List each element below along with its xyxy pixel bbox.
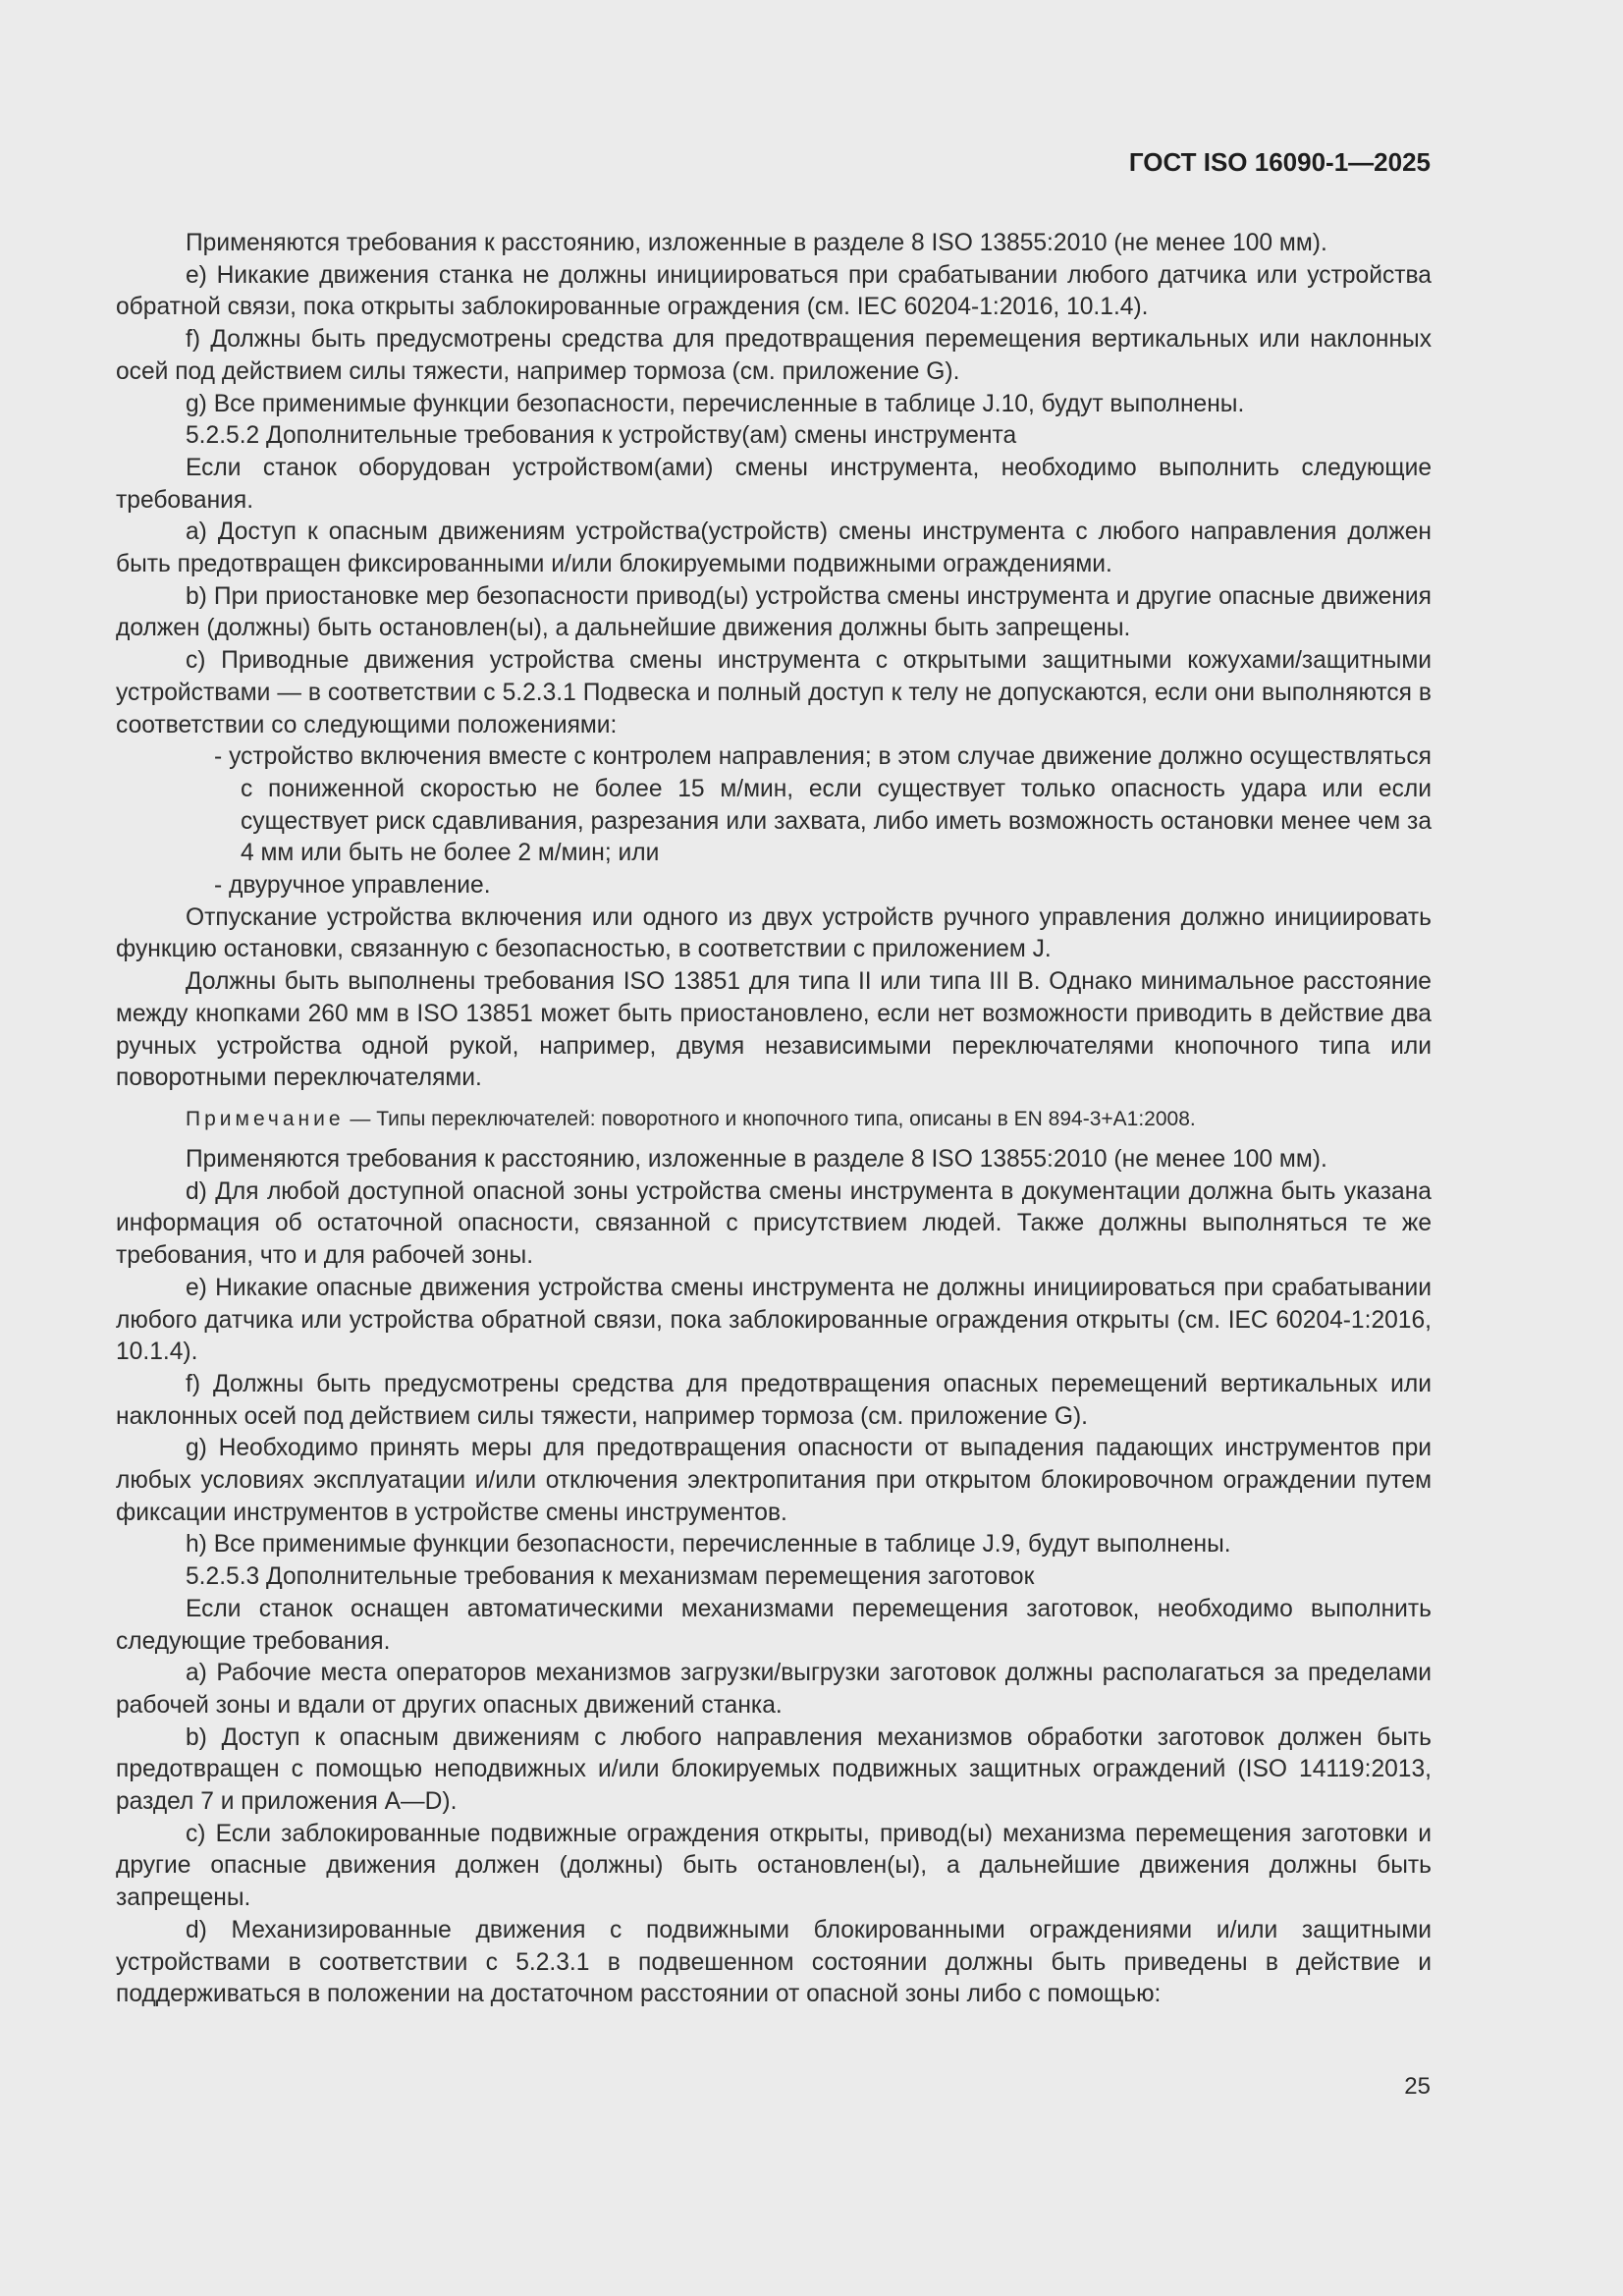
- list-item-e: e) Никакие движения станка не должны инициироваться при срабатывании любого датчика или устройства обратной связи, пока открыты заблокированные ограждения (см. IEC 60204-1:2016, 10.1.4).: [116, 261, 1432, 321]
- paragraph: Применяются требования к расстоянию, изложенные в разделе 8 ISO 13855:2010 (не менее 100 мм).: [186, 1145, 1327, 1173]
- page-number: 25: [1404, 2073, 1431, 2100]
- list-item-h: h) Все применимые функции безопасности, перечисленные в таблице J.9, будут выполнены.: [186, 1531, 1231, 1558]
- page-body: [116, 228, 1432, 2011]
- list-item-b: b) Доступ к опасным движениям с любого направления механизмов обработки заготовок должен быть предотвращен с помощью неподвижных и/или блокируемых подвижных защитных ограждений (ISO 14119:2013, раздел 7 и приложения A—D).: [116, 1723, 1432, 1816]
- list-item-b: b) При приостановке мер безопасности привод(ы) устройства смены инструмента и другие опасные движения должен (должны) быть остановлен(ы), а дальнейшие движения должны быть запрещены.: [116, 582, 1432, 642]
- note-label: Примечание: [186, 1107, 345, 1130]
- note: [116, 1105, 1432, 1134]
- list-item-f: f) Должны быть предусмотрены средства для предотвращения перемещения вертикальных или наклонных осей под действием силы тяжести, например тормоза (см. приложение G).: [116, 326, 1432, 385]
- dash-item: - двуручное управление.: [214, 872, 491, 900]
- dash-item: - устройство включения вместе с контролем направления; в этом случае движение должно осуществляться с пониженной скоростью не более 15 м/мин, если существует только опасность удара или если существует риск сдавливания, разрезания или захвата, либо иметь возможность остановки менее чем за 4 мм или быть не более 2 м/мин; или: [214, 743, 1432, 867]
- list-item-a: a) Доступ к опасным движениям устройства(устройств) смены инструмента с любого направления должен быть предотвращен фиксированными и/или блокируемыми подвижными ограждениями.: [116, 519, 1432, 578]
- paragraph: Если станок оборудован устройством(ами) смены инструмента, необходимо выполнить следующие требования.: [116, 454, 1432, 514]
- document-code: ГОСТ ISO 16090-1—2025: [1128, 147, 1431, 177]
- list-item-e: e) Никакие опасные движения устройства смены инструмента не должны инициироваться при срабатывании любого датчика или устройства обратной связи, пока заблокированные ограждения открыты (см. IEC 60204-1:2016, 10.1.4).: [116, 1274, 1432, 1366]
- section-heading: 5.2.5.3 Дополнительные требования к механизмам перемещения заготовок: [186, 1563, 1035, 1591]
- list-item-g: g) Необходимо принять меры для предотвращения опасности от выпадения падающих инструментов при любых условиях эксплуатации и/или отключения электропитания при открытом блокировочном ограждении путем фиксации инструментов в устройстве смены инструментов.: [116, 1435, 1432, 1526]
- list-item-c: c) Приводные движения устройства смены инструмента с открытыми защитными кожухами/защитными устройствами — в соответствии с 5.2.3.1 Подвеска и полный доступ к телу не допускаются, если они выполняются в соответствии со следующими положениями:: [116, 647, 1432, 738]
- paragraph: Отпускание устройства включения или одного из двух устройств ручного управления должно инициировать функцию остановки, связанную с безопасностью, в соответствии с приложением J.: [116, 903, 1432, 963]
- list-item-f: f) Должны быть предусмотрены средства для предотвращения опасных перемещений вертикальных или наклонных осей под действием силы тяжести, например тормоза (см. приложение G).: [116, 1370, 1432, 1430]
- paragraph: Должны быть выполнены требования ISO 13851 для типа II или типа III B. Однако минимальное расстояние между кнопками 260 мм в ISO 13851 может быть приостановлено, если нет возможности приводить в действие два ручных устройства одной рукой, например, двумя независимыми переключателями кнопочного типа или поворотными переключателями.: [116, 968, 1432, 1092]
- list-item-g: g) Все применимые функции безопасности, перечисленные в таблице J.10, будут выполнены.: [186, 390, 1245, 417]
- paragraph: Применяются требования к расстоянию, изложенные в разделе 8 ISO 13855:2010 (не менее 100 мм).: [186, 230, 1327, 256]
- list-item-c: c) Если заблокированные подвижные ограждения открыты, привод(ы) механизма перемещения заготовки и другие опасные движения должен (должны) быть остановлен(ы), а дальнейшие движения должны быть запрещены.: [116, 1820, 1432, 1912]
- list-item-d: d) Механизированные движения с подвижными блокированными ограждениями и/или защитными устройствами в соответствии с 5.2.3.1 в подвешенном состоянии должны быть приведены в действие и поддерживаться в положении на достаточном расстоянии от опасной зоны либо с помощью:: [116, 1916, 1432, 2008]
- paragraph: Если станок оснащен автоматическими механизмами перемещения заготовок, необходимо выполнить следующие требования.: [116, 1595, 1432, 1655]
- list-item-a: a) Рабочие места операторов механизмов загрузки/выгрузки заготовок должны располагаться за пределами рабочей зоны и вдали от других опасных движений станка.: [116, 1660, 1432, 1719]
- section-heading: 5.2.5.2 Дополнительные требования к устройству(ам) смены инструмента: [186, 422, 1017, 450]
- list-item-d: d) Для любой доступной опасной зоны устройства смены инструмента в документации должна быть указана информация об остаточной опасности, связанной с присутствием людей. Также должны выполняться те же требования, что и для рабочей зоны.: [116, 1177, 1432, 1270]
- note-text: — Типы переключателей: поворотного и кнопочного типа, описаны в EN 894-3+A1:2008.: [350, 1107, 1196, 1130]
